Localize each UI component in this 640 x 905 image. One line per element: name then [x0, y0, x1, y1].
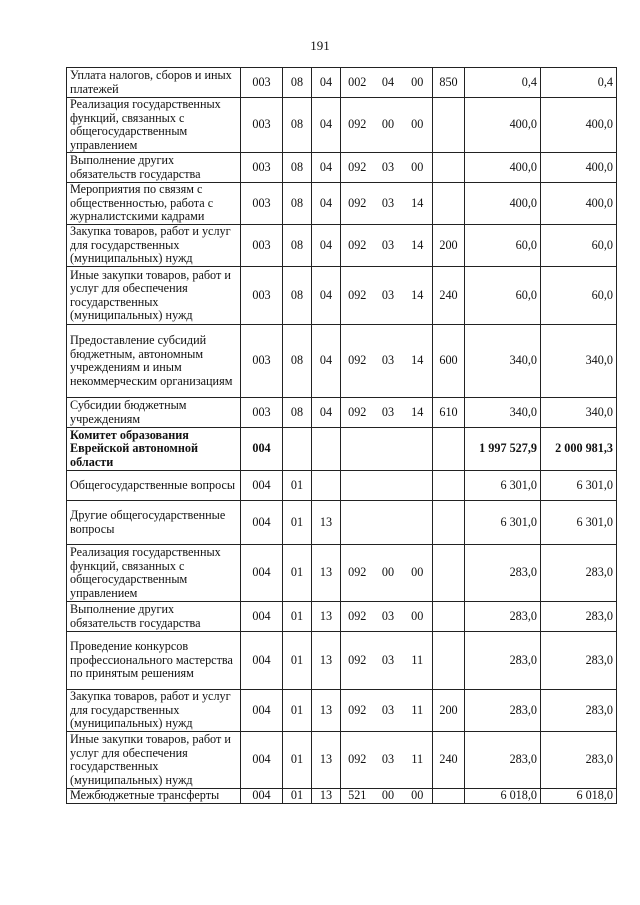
- row-section-code: 08: [283, 98, 312, 153]
- table-row: [67, 789, 617, 804]
- row-ved-code: 003: [241, 325, 283, 398]
- row-target-code-1: 092: [341, 98, 374, 153]
- row-target-code-2: [374, 501, 403, 545]
- row-section-code: 01: [283, 471, 312, 501]
- row-ved-code: 003: [241, 153, 283, 183]
- row-section-code: 01: [283, 690, 312, 732]
- row-section-code: 08: [283, 267, 312, 325]
- row-section-code: 08: [283, 153, 312, 183]
- table-row: [67, 153, 617, 183]
- row-ved-code: 003: [241, 225, 283, 267]
- row-subsection-code: 04: [312, 398, 341, 428]
- row-sum-year-1: 6 301,0: [465, 501, 541, 545]
- row-sum-year-2: 6 301,0: [541, 501, 617, 545]
- row-sum-year-2: 400,0: [541, 98, 617, 153]
- row-name: Мероприятия по связям с общественностью, работа с журналистскими кадрами: [67, 183, 241, 225]
- row-sum-year-1: 60,0: [465, 267, 541, 325]
- row-target-code-2: 03: [374, 183, 403, 225]
- table-row: [67, 98, 617, 153]
- row-target-code-3: 14: [403, 267, 433, 325]
- row-subsection-code: 04: [312, 183, 341, 225]
- row-sum-year-2: 60,0: [541, 225, 617, 267]
- table-body: [67, 68, 617, 804]
- row-target-code-3: 00: [403, 602, 433, 632]
- row-target-code-1: 092: [341, 153, 374, 183]
- row-ved-code: 003: [241, 98, 283, 153]
- page-number: 191: [310, 38, 330, 53]
- row-sum-year-1: 0,4: [465, 68, 541, 98]
- row-sum-year-2: 340,0: [541, 398, 617, 428]
- row-ved-code: 003: [241, 183, 283, 225]
- row-expense-type: 610: [433, 398, 465, 428]
- row-subsection-code: [312, 428, 341, 471]
- row-name: Закупка товаров, работ и услуг для государственных (муниципальных) нужд: [67, 690, 241, 732]
- row-section-code: 08: [283, 325, 312, 398]
- table-row: [67, 732, 617, 789]
- row-sum-year-1: 340,0: [465, 325, 541, 398]
- row-section-code: 08: [283, 68, 312, 98]
- row-subsection-code: 13: [312, 545, 341, 602]
- row-target-code-1: [341, 428, 374, 471]
- row-target-code-2: [374, 428, 403, 471]
- row-sum-year-1: 283,0: [465, 632, 541, 690]
- row-target-code-3: 14: [403, 398, 433, 428]
- row-target-code-3: 00: [403, 98, 433, 153]
- row-section-code: 01: [283, 545, 312, 602]
- row-sum-year-1: 283,0: [465, 602, 541, 632]
- row-target-code-1: 092: [341, 732, 374, 789]
- row-target-code-1: 092: [341, 602, 374, 632]
- table-row: [67, 183, 617, 225]
- row-expense-type: [433, 789, 465, 804]
- row-target-code-1: 002: [341, 68, 374, 98]
- row-name: Иные закупки товаров, работ и услуг для обеспечения государственных (муниципальных) нужд: [67, 732, 241, 789]
- row-section-code: 08: [283, 225, 312, 267]
- row-target-code-2: 03: [374, 398, 403, 428]
- row-ved-code: 004: [241, 545, 283, 602]
- row-ved-code: 004: [241, 690, 283, 732]
- row-subsection-code: 04: [312, 68, 341, 98]
- row-target-code-1: 521: [341, 789, 374, 804]
- row-sum-year-2: 283,0: [541, 690, 617, 732]
- row-target-code-1: 092: [341, 690, 374, 732]
- table-row: [67, 545, 617, 602]
- row-expense-type: [433, 183, 465, 225]
- row-subsection-code: 13: [312, 789, 341, 804]
- row-target-code-2: 03: [374, 153, 403, 183]
- row-target-code-2: 03: [374, 690, 403, 732]
- row-name: Реализация государственных функций, связанных с общегосударственным управлением: [67, 545, 241, 602]
- row-name: Предоставление субсидий бюджетным, автономным учреждениям и иным некоммерческим организациям: [67, 325, 241, 398]
- row-target-code-2: [374, 471, 403, 501]
- row-subsection-code: 04: [312, 153, 341, 183]
- row-ved-code: 003: [241, 267, 283, 325]
- row-sum-year-2: 6 018,0: [541, 789, 617, 804]
- row-target-code-3: 00: [403, 68, 433, 98]
- row-subsection-code: 04: [312, 267, 341, 325]
- row-target-code-1: 092: [341, 183, 374, 225]
- row-expense-type: [433, 545, 465, 602]
- row-expense-type: 200: [433, 690, 465, 732]
- row-ved-code: 004: [241, 632, 283, 690]
- row-target-code-1: 092: [341, 398, 374, 428]
- row-subsection-code: 04: [312, 225, 341, 267]
- row-sum-year-1: 283,0: [465, 545, 541, 602]
- row-section-code: 01: [283, 789, 312, 804]
- row-target-code-3: 00: [403, 789, 433, 804]
- row-sum-year-1: 283,0: [465, 690, 541, 732]
- row-subsection-code: 13: [312, 732, 341, 789]
- row-sum-year-2: 283,0: [541, 602, 617, 632]
- row-name: Реализация государственных функций, связанных с общегосударственным управлением: [67, 98, 241, 153]
- row-target-code-1: 092: [341, 225, 374, 267]
- table-row: [67, 68, 617, 98]
- row-target-code-2: 00: [374, 545, 403, 602]
- row-name: Другие общегосударственные вопросы: [67, 501, 241, 545]
- row-target-code-2: 03: [374, 632, 403, 690]
- row-name: Общегосударственные вопросы: [67, 471, 241, 501]
- row-name: Межбюджетные трансферты: [67, 789, 241, 804]
- row-sum-year-2: 400,0: [541, 153, 617, 183]
- row-target-code-3: 11: [403, 690, 433, 732]
- row-expense-type: [433, 471, 465, 501]
- row-target-code-2: 00: [374, 98, 403, 153]
- row-ved-code: 003: [241, 398, 283, 428]
- row-target-code-2: 03: [374, 267, 403, 325]
- row-subsection-code: 04: [312, 325, 341, 398]
- row-subsection-code: 04: [312, 98, 341, 153]
- row-sum-year-1: 400,0: [465, 183, 541, 225]
- row-sum-year-1: 6 301,0: [465, 471, 541, 501]
- row-sum-year-1: 400,0: [465, 98, 541, 153]
- row-name: Выполнение других обязательств государства: [67, 602, 241, 632]
- row-target-code-3: 00: [403, 545, 433, 602]
- row-sum-year-1: 340,0: [465, 398, 541, 428]
- row-name: Иные закупки товаров, работ и услуг для обеспечения государственных (муниципальных) нужд: [67, 267, 241, 325]
- row-ved-code: 004: [241, 789, 283, 804]
- row-expense-type: [433, 98, 465, 153]
- row-target-code-2: 03: [374, 225, 403, 267]
- table-row: [67, 225, 617, 267]
- row-expense-type: [433, 428, 465, 471]
- table-row: [67, 325, 617, 398]
- table-row: [67, 690, 617, 732]
- row-sum-year-2: 283,0: [541, 632, 617, 690]
- row-ved-code: 003: [241, 68, 283, 98]
- table-row: [67, 428, 617, 471]
- row-target-code-2: 03: [374, 732, 403, 789]
- row-target-code-3: 14: [403, 183, 433, 225]
- row-name: Комитет образования Еврейской автономной области: [67, 428, 241, 471]
- row-sum-year-2: 6 301,0: [541, 471, 617, 501]
- row-expense-type: 200: [433, 225, 465, 267]
- row-section-code: 08: [283, 398, 312, 428]
- row-ved-code: 004: [241, 428, 283, 471]
- row-sum-year-2: 283,0: [541, 545, 617, 602]
- row-sum-year-1: 1 997 527,9: [465, 428, 541, 471]
- row-expense-type: 240: [433, 267, 465, 325]
- row-section-code: 01: [283, 602, 312, 632]
- table-row: [67, 501, 617, 545]
- row-target-code-2: 00: [374, 789, 403, 804]
- row-expense-type: 600: [433, 325, 465, 398]
- row-target-code-1: 092: [341, 545, 374, 602]
- row-name: Закупка товаров, работ и услуг для государственных (муниципальных) нужд: [67, 225, 241, 267]
- row-section-code: 01: [283, 732, 312, 789]
- row-subsection-code: 13: [312, 632, 341, 690]
- row-expense-type: 850: [433, 68, 465, 98]
- row-target-code-3: 00: [403, 153, 433, 183]
- row-name: Выполнение других обязательств государства: [67, 153, 241, 183]
- table-row: [67, 602, 617, 632]
- row-target-code-3: [403, 428, 433, 471]
- row-name: Проведение конкурсов профессионального мастерства по принятым решениям: [67, 632, 241, 690]
- row-sum-year-1: 6 018,0: [465, 789, 541, 804]
- row-expense-type: 240: [433, 732, 465, 789]
- row-sum-year-2: 340,0: [541, 325, 617, 398]
- row-sum-year-1: 400,0: [465, 153, 541, 183]
- row-name: Субсидии бюджетным учреждениям: [67, 398, 241, 428]
- row-name: Уплата налогов, сборов и иных платежей: [67, 68, 241, 98]
- row-ved-code: 004: [241, 602, 283, 632]
- row-target-code-3: 14: [403, 225, 433, 267]
- row-expense-type: [433, 602, 465, 632]
- row-ved-code: 004: [241, 471, 283, 501]
- row-sum-year-2: 0,4: [541, 68, 617, 98]
- row-target-code-1: 092: [341, 325, 374, 398]
- row-subsection-code: [312, 471, 341, 501]
- row-sum-year-1: 60,0: [465, 225, 541, 267]
- row-sum-year-2: 60,0: [541, 267, 617, 325]
- row-section-code: 01: [283, 501, 312, 545]
- row-target-code-3: 11: [403, 632, 433, 690]
- row-expense-type: [433, 632, 465, 690]
- row-target-code-1: 092: [341, 267, 374, 325]
- budget-table: [66, 67, 617, 804]
- row-subsection-code: 13: [312, 690, 341, 732]
- table-row: [67, 398, 617, 428]
- table-row: [67, 632, 617, 690]
- row-target-code-3: 11: [403, 732, 433, 789]
- row-section-code: 08: [283, 183, 312, 225]
- row-section-code: [283, 428, 312, 471]
- row-target-code-2: 03: [374, 602, 403, 632]
- table-row: [67, 267, 617, 325]
- row-sum-year-2: 400,0: [541, 183, 617, 225]
- row-subsection-code: 13: [312, 501, 341, 545]
- row-expense-type: [433, 501, 465, 545]
- row-target-code-2: 03: [374, 325, 403, 398]
- row-target-code-3: 14: [403, 325, 433, 398]
- row-sum-year-2: 2 000 981,3: [541, 428, 617, 471]
- row-sum-year-2: 283,0: [541, 732, 617, 789]
- table-row: [67, 471, 617, 501]
- row-subsection-code: 13: [312, 602, 341, 632]
- row-sum-year-1: 283,0: [465, 732, 541, 789]
- row-section-code: 01: [283, 632, 312, 690]
- row-target-code-1: [341, 471, 374, 501]
- row-target-code-3: [403, 471, 433, 501]
- row-ved-code: 004: [241, 732, 283, 789]
- row-target-code-1: 092: [341, 632, 374, 690]
- row-target-code-1: [341, 501, 374, 545]
- row-target-code-3: [403, 501, 433, 545]
- row-ved-code: 004: [241, 501, 283, 545]
- row-target-code-2: 04: [374, 68, 403, 98]
- row-expense-type: [433, 153, 465, 183]
